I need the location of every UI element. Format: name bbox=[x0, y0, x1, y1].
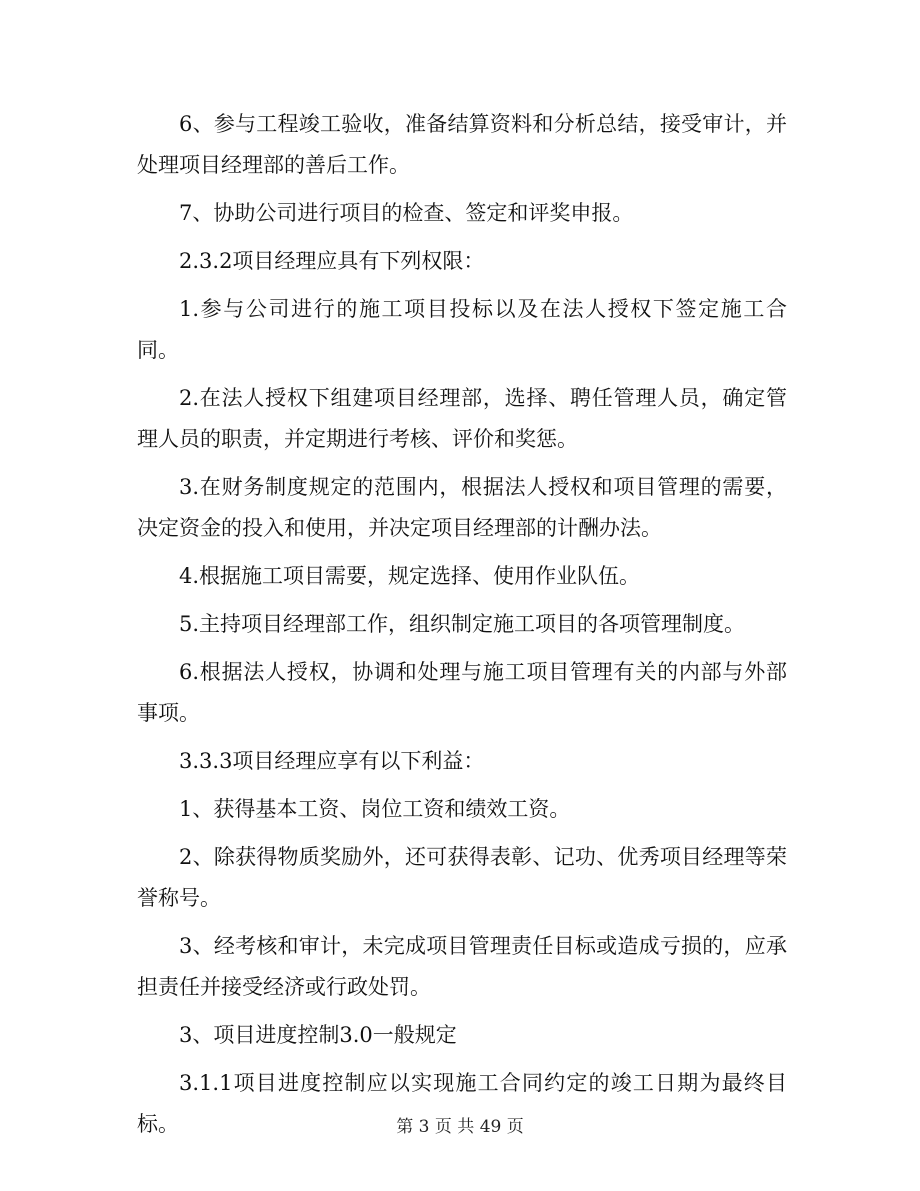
paragraph: 4.根据施工项目需要，规定选择、使用作业队伍。 bbox=[179, 564, 641, 588]
page-number-footer: 第 3 页 共 49 页 bbox=[396, 1117, 524, 1137]
paragraph: 2.3.2项目经理应具有下列权限： bbox=[179, 249, 485, 273]
paragraph: 6.根据法人授权，协调和处理与施工项目管理有关的内部与外部事项。 bbox=[137, 660, 787, 725]
paragraph: 1.参与公司进行的施工项目投标以及在法人授权下签定施工合同。 bbox=[137, 297, 787, 362]
paragraph: 6、参与工程竣工验收，准备结算资料和分析总结，接受审计，并处理项目经理部的善后工作。 bbox=[137, 112, 787, 177]
paragraph: 3.1.1项目进度控制应以实现施工合同约定的竣工日期为最终目标。 bbox=[137, 1071, 787, 1136]
paragraph: 1、获得基本工资、岗位工资和绩效工资。 bbox=[179, 797, 571, 821]
paragraph: 2、除获得物质奖励外，还可获得表彰、记功、优秀项目经理等荣誉称号。 bbox=[137, 845, 787, 910]
paragraph: 3、项目进度控制3.0一般规定 bbox=[179, 1023, 457, 1047]
paragraph: 7、协助公司进行项目的检查、签定和评奖申报。 bbox=[179, 201, 634, 225]
paragraph: 5.主持项目经理部工作，组织制定施工项目的各项管理制度。 bbox=[179, 612, 746, 636]
paragraph: 3.3.3项目经理应享有以下利益： bbox=[179, 749, 485, 773]
document-body bbox=[137, 104, 787, 1152]
paragraph: 3、经考核和审计，未完成项目管理责任目标或造成亏损的，应承担责任并接受经济或行政处罚。 bbox=[137, 934, 787, 999]
paragraph: 3.在财务制度规定的范围内，根据法人授权和项目管理的需要，决定资金的投入和使用，并决定项目经理部的计酬办法。 bbox=[137, 475, 787, 540]
paragraph: 2.在法人授权下组建项目经理部，选择、聘任管理人员，确定管理人员的职责，并定期进行考核、评价和奖惩。 bbox=[137, 386, 787, 451]
